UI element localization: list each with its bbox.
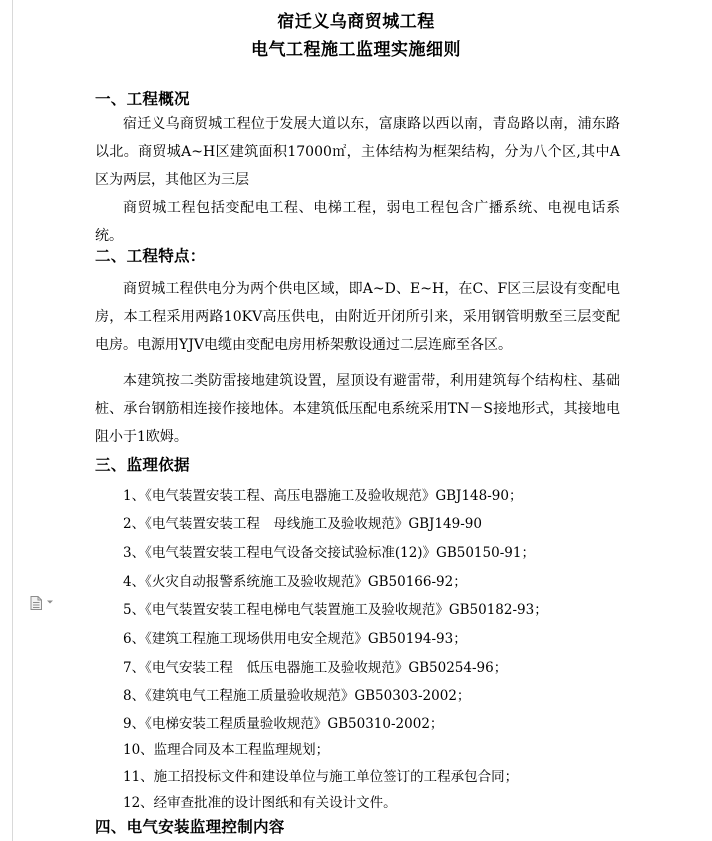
basis-list-item: 11、施工招投标文件和建设单位与施工单位签订的工程承包合同； xyxy=(123,769,519,785)
basis-list-item: 2、《电气装置安装工程 母线施工及验收规范》GBJ149-90 xyxy=(123,516,482,532)
basis-list-item: 8、《建筑电气工程施工质量验收规范》GB50303-2002； xyxy=(123,688,471,704)
basis-list-item: 9、《电梯安装工程质量验收规范》GB50310-2002； xyxy=(123,716,444,732)
basis-list-item: 5、《电气装置安装工程电梯电气装置施工及验收规范》GB50182-93； xyxy=(123,602,548,618)
section-heading-overview: 一、工程概况 xyxy=(95,89,190,108)
basis-list-item: 3、《电气装置安装工程电气设备交接试验标准(12)》GB50150-91； xyxy=(123,545,535,561)
basis-list-item: 10、监理合同及本工程监理规划； xyxy=(123,742,330,758)
paragraph-overview-scope: 商贸城工程包括变配电工程、电梯工程，弱电工程包含广播系统、电视电话系统。 xyxy=(95,200,620,244)
paragraph-features-power: 商贸城工程供电分为两个供电区域，即A~D、E~H，在C、F区三层设有变配电房，本工程采用两路10KV高压供电，由附近开闭所引来，采用钢管明敷至三层变配电房。电源用YJV电缆由变配电房用桥架敷设通过二层连廊至各区。 xyxy=(95,281,620,353)
basis-list-item: 6、《建筑工程施工现场供用电安全规范》GB50194-93； xyxy=(123,631,467,647)
document-title-line2: 电气工程施工监理实施细则 xyxy=(251,40,461,60)
section-heading-features: 二、工程特点： xyxy=(95,246,206,265)
paragraph-overview-location: 宿迁义乌商贸城工程位于发展大道以东，富康路以西以南，青岛路以南，浦东路以北。商贸城A~H区建筑面积17000㎡，主体结构为框架结构，分为八个区,其中A区为两层，其他区为三层 xyxy=(95,116,620,188)
section-heading-basis: 三、监理依据 xyxy=(95,455,190,474)
basis-list-item: 1、《电气装置安装工程、高压电器施工及验收规范》GBJ148-90； xyxy=(123,488,523,504)
chevron-down-icon[interactable] xyxy=(46,599,54,605)
paragraph-features-grounding: 本建筑按二类防雷接地建筑设置，屋顶设有避雷带，利用建筑每个结构柱、基础桩、承台钢筋相连接作接地体。本建筑低压配电系统采用TN－S接地形式，其接地电阻小于1欧姆。 xyxy=(95,373,620,445)
document-title-line1: 宿迁义乌商贸城工程 xyxy=(277,12,435,32)
document-icon[interactable] xyxy=(30,596,42,610)
page-margin-rule xyxy=(12,0,13,841)
basis-list-item: 4、《火灾自动报警系统施工及验收规范》GB50166-92； xyxy=(123,574,467,590)
basis-list-item: 12、经审查批准的设计图纸和有关设计文件。 xyxy=(123,795,397,811)
section-heading-control: 四、电气安装监理控制内容 xyxy=(95,817,285,836)
basis-list-item: 7、《电气安装工程 低压电器施工及验收规范》GB50254-96； xyxy=(123,660,508,676)
